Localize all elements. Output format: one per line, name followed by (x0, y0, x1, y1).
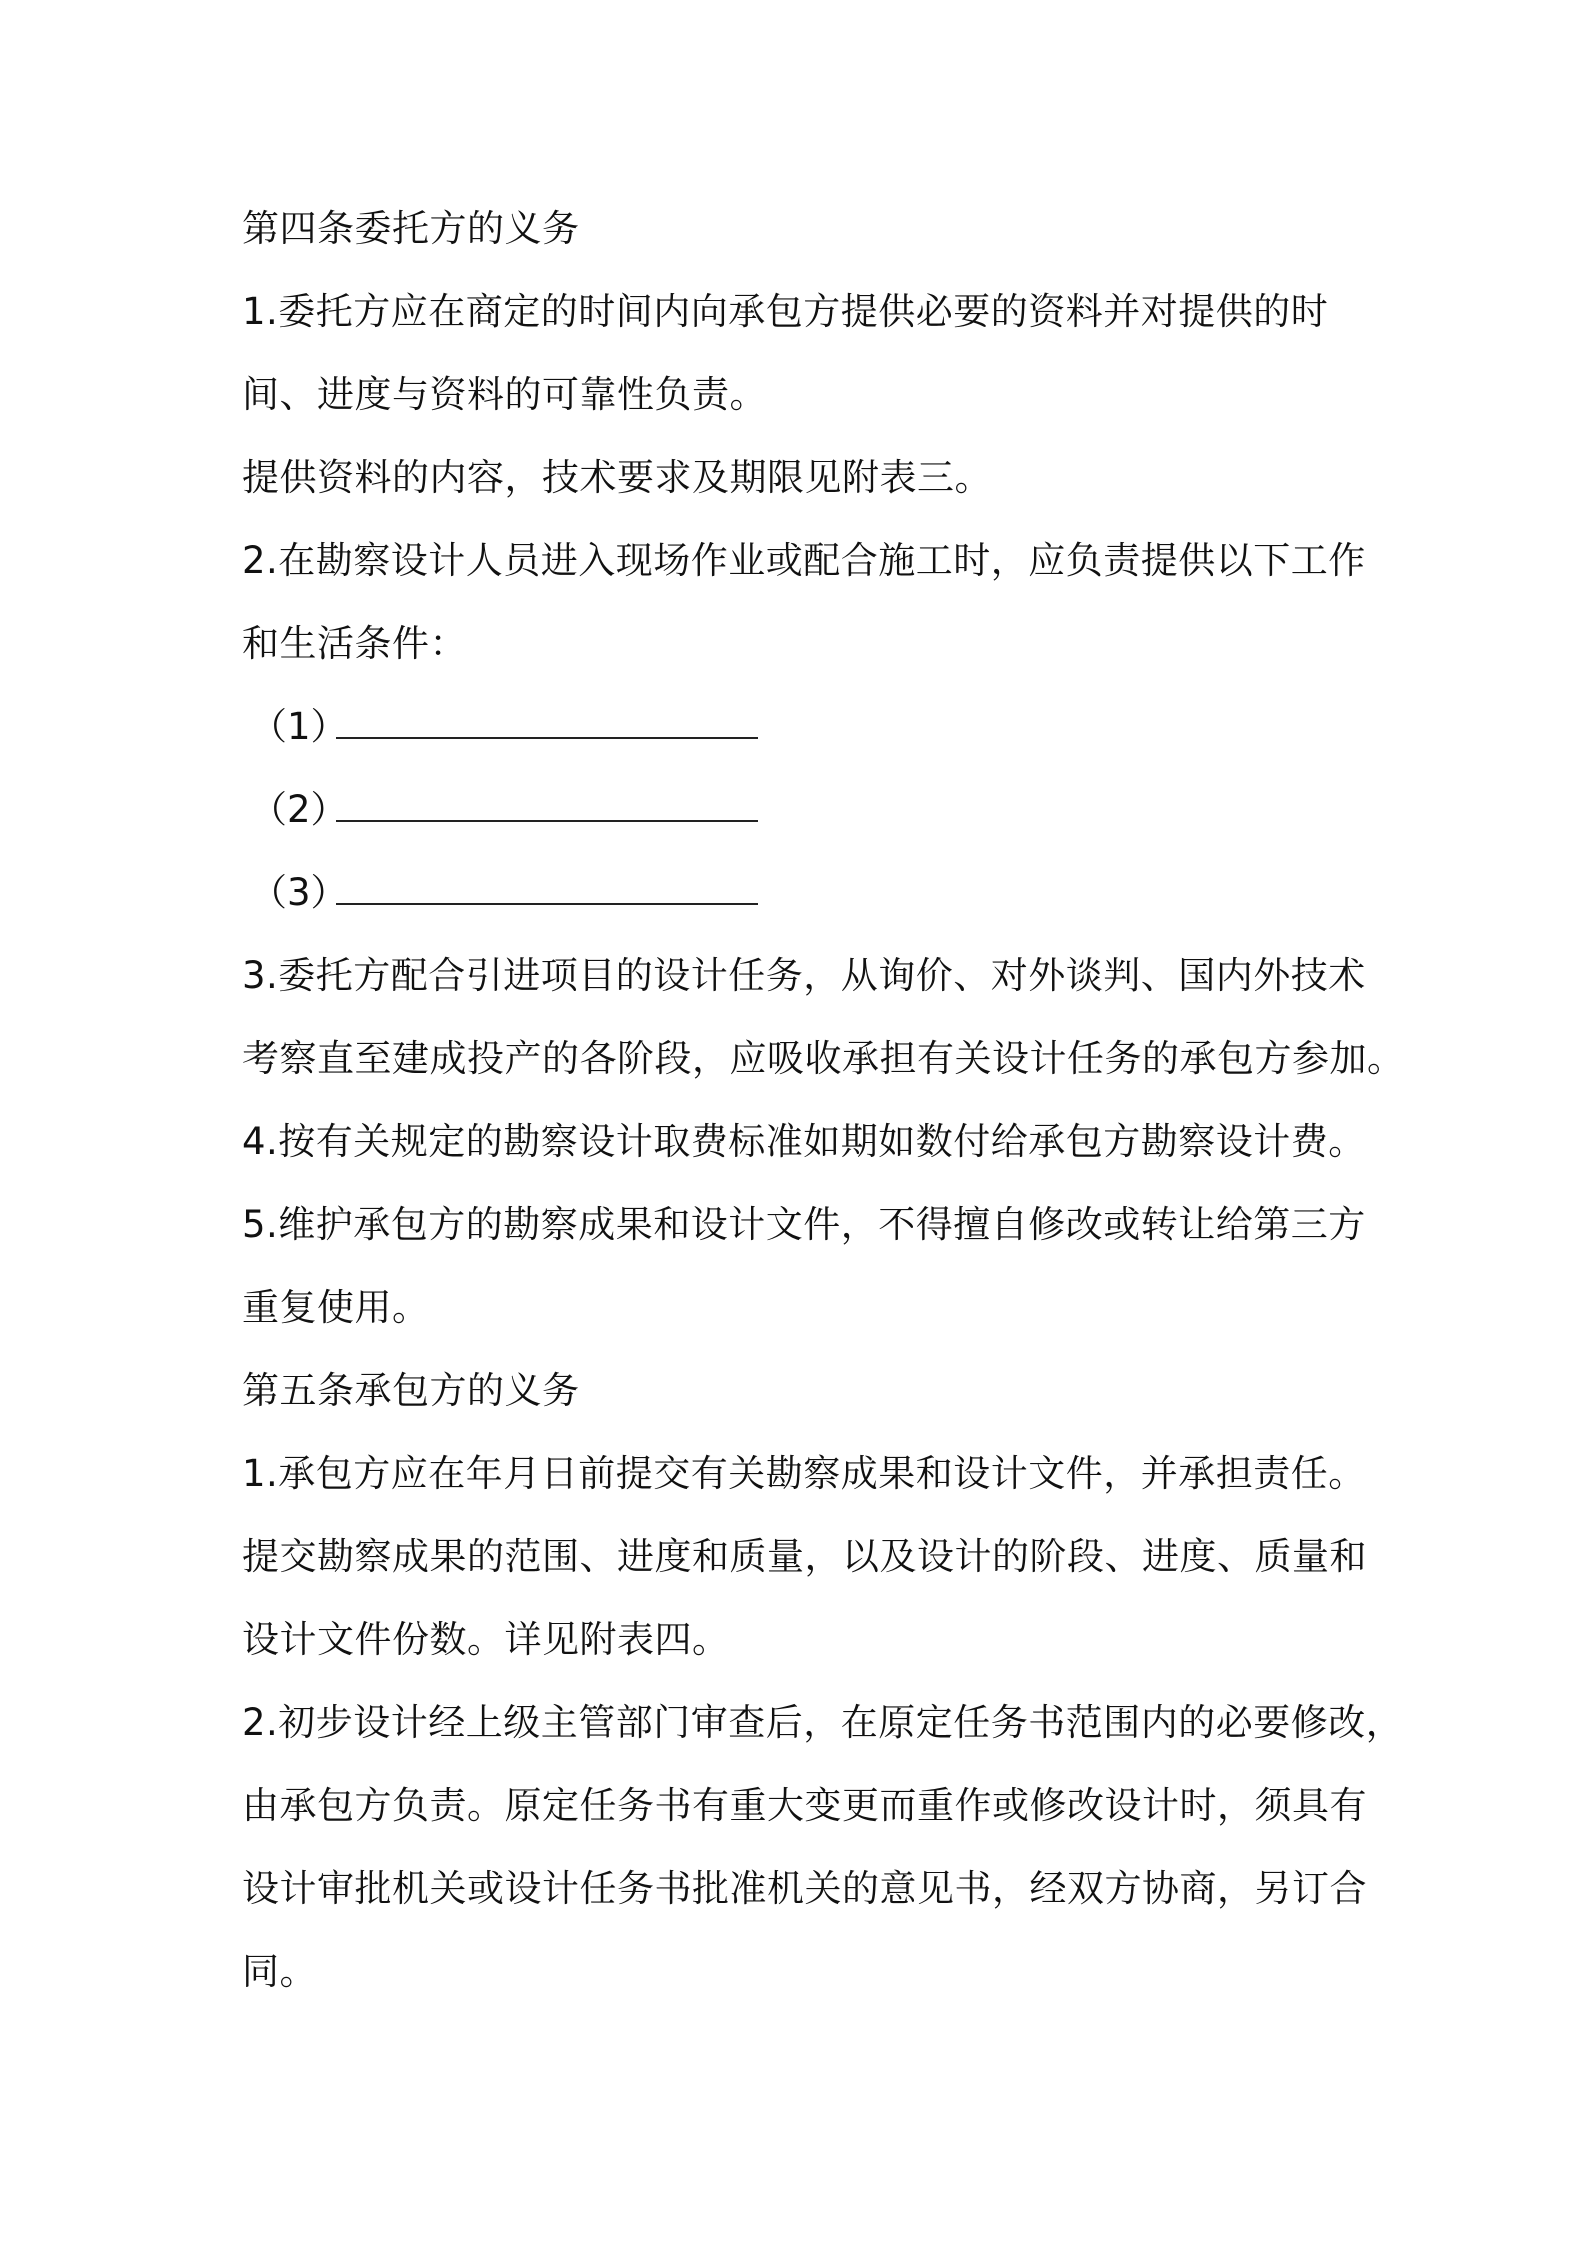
article-4-item-2-line-2: 和生活条件： (242, 622, 467, 665)
article-4-item-5-line-1: 5.维护承包方的勘察成果和设计文件，不得擅自修改或转让给第三方 (242, 1203, 1366, 1246)
article-4-item-3-line-1: 3.委托方配合引进项目的设计任务，从询价、对外谈判、国内外技术 (242, 954, 1366, 997)
fill-in-blank-line (336, 873, 758, 905)
article-5-item-1-line-2: 提交勘察成果的范围、进度和质量，以及设计的阶段、进度、质量和 (242, 1535, 1367, 1578)
blank-item-number: （1） (250, 705, 348, 748)
blank-item-number: （2） (250, 788, 348, 831)
fill-in-blank-line (336, 707, 758, 739)
fill-in-blank-line (336, 790, 758, 822)
blank-item-1 (250, 705, 758, 749)
article-5-item-2-line-1: 2.初步设计经上级主管部门审查后，在原定任务书范围内的必要修改， (242, 1701, 1404, 1744)
article-4-item-1-line-1: 1.委托方应在商定的时间内向承包方提供必要的资料并对提供的时 (242, 290, 1329, 333)
article-4-item-2-line-1: 2.在勘察设计人员进入现场作业或配合施工时，应负责提供以下工作 (242, 539, 1366, 582)
article-5-item-2-line-4: 同。 (242, 1950, 317, 1993)
article-5-heading: 第五条承包方的义务 (242, 1369, 580, 1412)
blank-item-2 (250, 788, 758, 832)
article-4-item-3-line-2: 考察直至建成投产的各阶段，应吸收承担有关设计任务的承包方参加。 (242, 1037, 1405, 1080)
article-4-heading: 第四条委托方的义务 (242, 207, 580, 250)
article-4-item-4-line-1: 4.按有关规定的勘察设计取费标准如期如数付给承包方勘察设计费。 (242, 1120, 1366, 1163)
article-4-item-1-line-2: 间、进度与资料的可靠性负责。 (242, 373, 767, 416)
article-4-item-5-line-2: 重复使用。 (242, 1286, 430, 1329)
article-5-item-1-line-3: 设计文件份数。详见附表四。 (242, 1618, 730, 1661)
article-5-item-1-line-1: 1.承包方应在年月日前提交有关勘察成果和设计文件，并承担责任。 (242, 1452, 1366, 1495)
article-5-item-2-line-3: 设计审批机关或设计任务书批准机关的意见书，经双方协商，另订合 (242, 1867, 1367, 1910)
blank-item-number: （3） (250, 871, 348, 914)
article-4-item-1-line-3: 提供资料的内容，技术要求及期限见附表三。 (242, 456, 992, 499)
blank-item-3 (250, 871, 758, 915)
article-5-item-2-line-2: 由承包方负责。原定任务书有重大变更而重作或修改设计时，须具有 (242, 1784, 1367, 1827)
